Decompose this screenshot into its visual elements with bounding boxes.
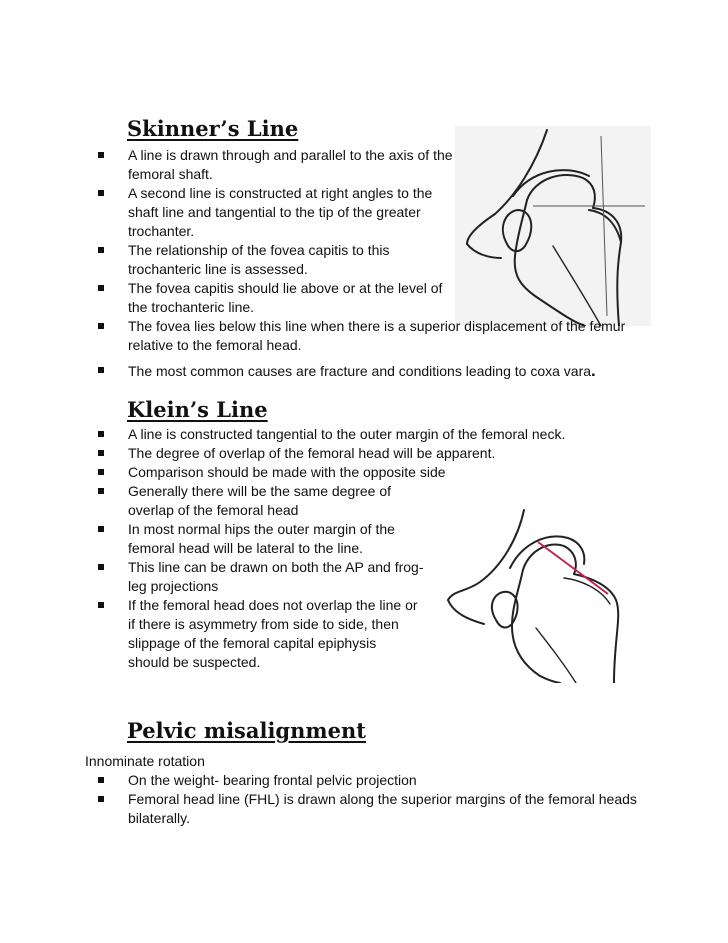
list-item: The relationship of the fovea capitis to this trochanteric line is assessed.: [0, 241, 458, 279]
list-item: A line is drawn through and parallel to the axis of the femoral shaft.: [0, 146, 458, 184]
list-item: Femoral head line (FHL) is drawn along the superior margins of the femoral heads bilaterally.: [0, 790, 643, 828]
list-item: A line is constructed tangential to the outer margin of the femoral neck.: [0, 425, 648, 444]
list-item: If the femoral head does not overlap the line or if there is asymmetry from side to side, then slippage of the femoral capital epiphysis should be suspected.: [0, 596, 418, 672]
list-item: This line can be drawn on both the AP and frog-leg projections: [0, 558, 428, 596]
list-item: Comparison should be made with the opposite side: [0, 463, 648, 482]
skinners-line-heading: Skinner’s Line: [127, 116, 299, 141]
pelvic-misalignment-bullet-list: [0, 771, 643, 828]
kleins-line-heading: Klein’s Line: [127, 397, 268, 422]
kleins-line-bullet-list: [0, 425, 648, 672]
list-item: The fovea lies below this line when there is a superior displacement of the femur relative to the femoral head.: [0, 317, 643, 355]
innominate-rotation-subheading: Innominate rotation: [85, 753, 205, 769]
list-item: The most common causes are fracture and conditions leading to coxa vara.: [0, 361, 643, 381]
list-item: Generally there will be the same degree of overlap of the femoral head: [0, 482, 428, 520]
list-item: In most normal hips the outer margin of the femoral head will be lateral to the line.: [0, 520, 428, 558]
list-item: A second line is constructed at right angles to the shaft line and tangential to the tip of the greater trochanter.: [0, 184, 458, 241]
list-item: On the weight- bearing frontal pelvic projection: [0, 771, 643, 790]
pelvic-misalignment-heading: Pelvic misalignment: [127, 718, 366, 743]
skinners-line-bullet-list: [0, 146, 643, 381]
list-item: The fovea capitis should lie above or at the level of the trochanteric line.: [0, 279, 458, 317]
list-item: The degree of overlap of the femoral head will be apparent.: [0, 444, 648, 463]
